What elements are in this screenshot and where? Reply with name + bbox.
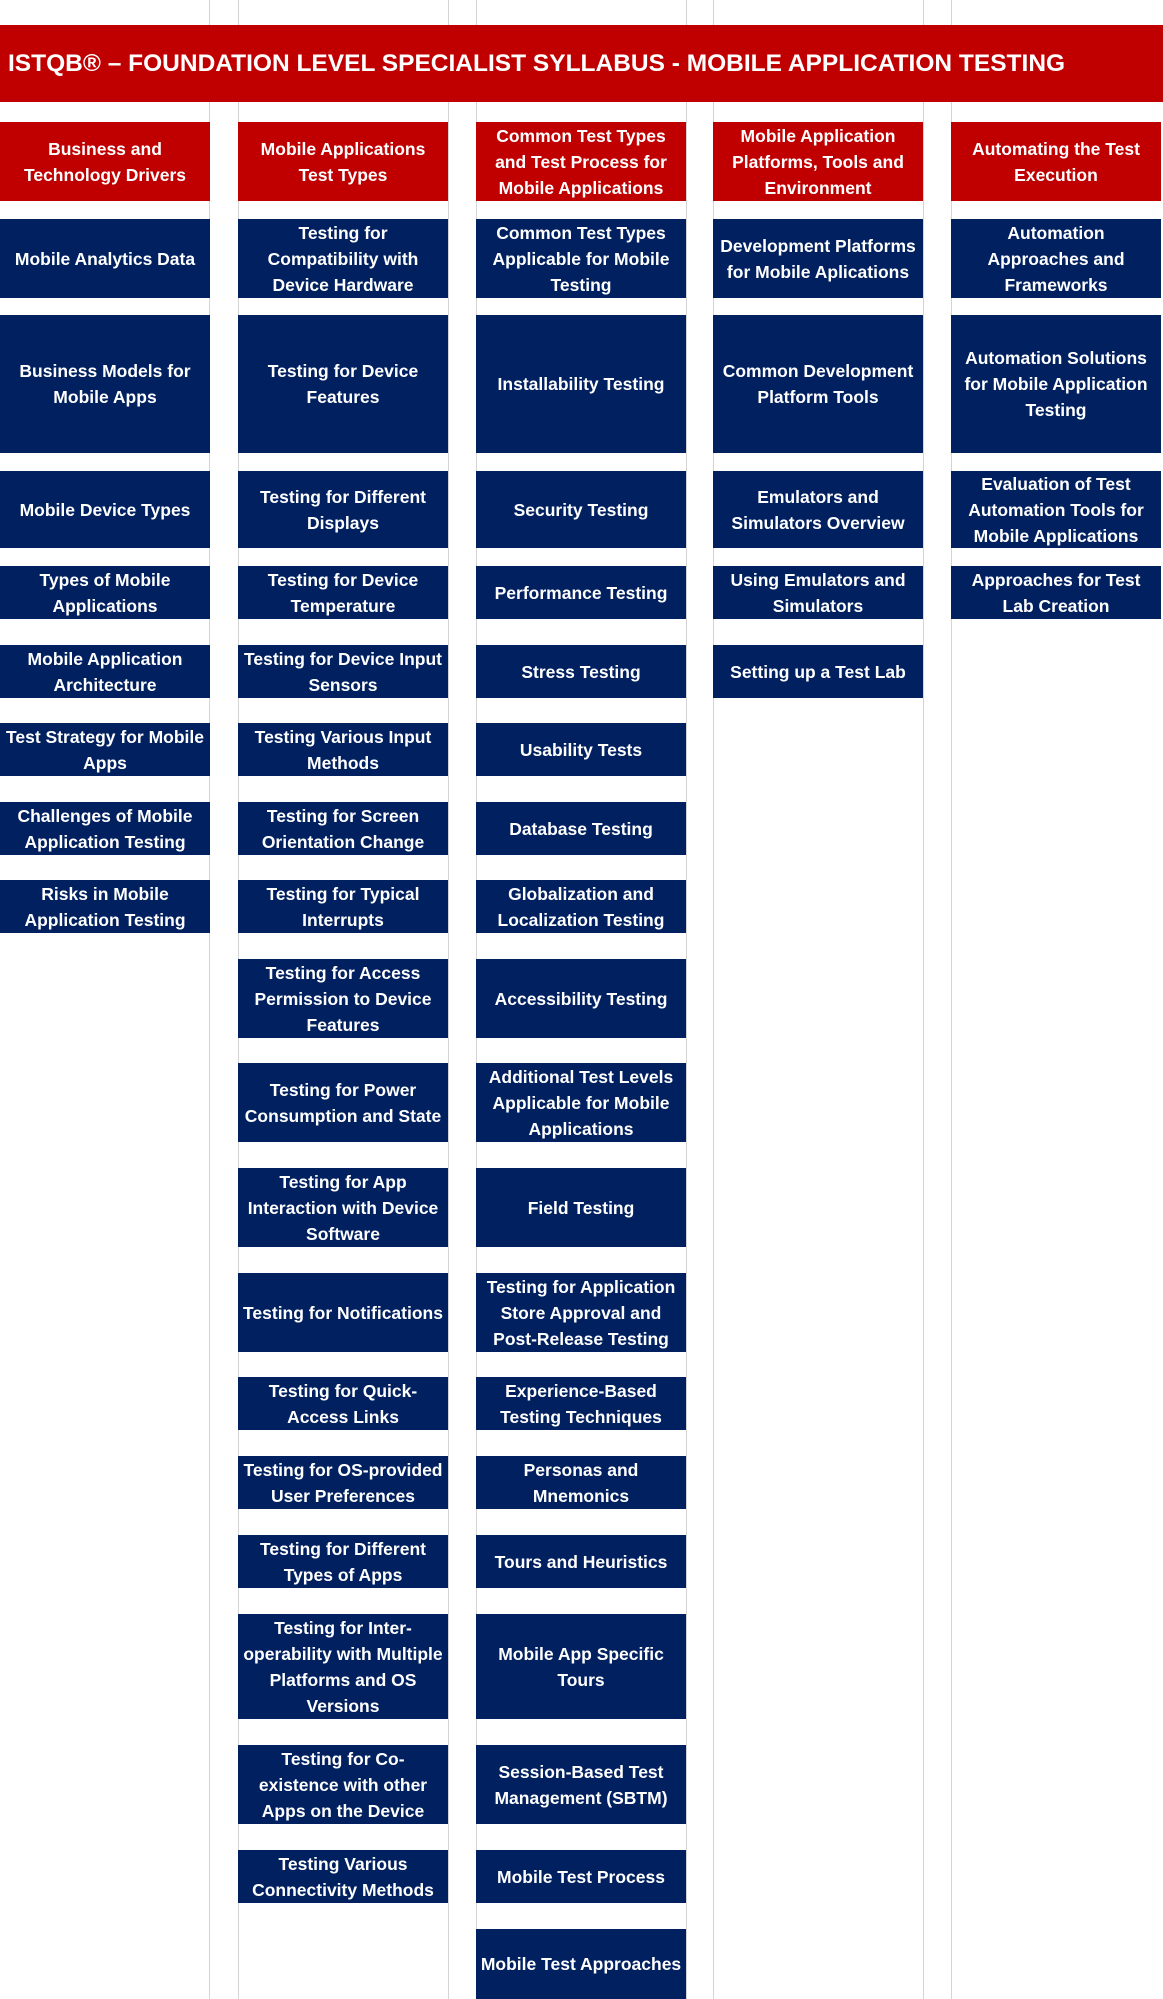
topic-label: Additional Test Levels Applicable for Mobile Applications [488,1066,674,1139]
topic-box [238,880,448,933]
topic-label: Security Testing [513,499,649,520]
topic-label: Mobile Device Types [19,499,191,520]
topic-box [476,566,686,619]
topic-label: Tours and Heuristics [494,1551,668,1572]
topic-box [238,315,448,453]
topic-label: Testing for Device Temperature [267,569,419,616]
topic-box [476,315,686,453]
page-title: ISTQB® – FOUNDATION LEVEL SPECIALIST SYLLABUS - MOBILE APPLICATION TESTING [0,25,1163,102]
topic-box [0,802,210,855]
column-heading [238,122,448,201]
topic-box [476,1850,686,1903]
topic-label: Test Strategy for Mobile Apps [5,726,205,773]
topic-label: Testing for Inter-operability with Multiple Platforms and OS Versions [243,1617,443,1716]
topic-label: Mobile Analytics Data [14,248,196,269]
column-heading-label: Business and Technology Drivers [23,138,187,185]
topic-label: Emulators and Simulators Overview [731,486,905,533]
column-gridline [448,0,449,1999]
topic-label: Mobile Test Approaches [480,1954,682,1974]
topic-box [238,802,448,855]
topic-box [476,723,686,776]
column-gridline [209,0,210,1999]
topic-box [476,1273,686,1352]
topic-box [476,1614,686,1719]
topic-box [238,959,448,1038]
topic-box [476,1745,686,1824]
topic-box [476,1535,686,1588]
topic-box [238,1456,448,1509]
topic-label: Session-Based Test Management (SBTM) [494,1761,668,1808]
topic-box [238,1745,448,1824]
topic-box [238,1273,448,1352]
topic-box [476,219,686,298]
topic-label: Types of Mobile Applications [39,569,171,616]
topic-label: Approaches for Test Lab Creation [971,569,1141,616]
topic-label: Automation Approaches and Frameworks [987,222,1125,295]
topic-label: Database Testing [509,818,653,839]
topic-box [476,1377,686,1430]
topic-label: Experience-Based Testing Techniques [500,1380,662,1427]
topic-label: Accessibility Testing [494,988,668,1009]
topic-label: Testing for Typical Interrupts [266,883,420,930]
topic-label: Testing for Co-existence with other Apps on the Device [258,1748,428,1821]
topic-label: Testing for Compatibility with Device Hardware [267,222,419,295]
column-heading-label: Automating the Test Execution [972,138,1140,185]
topic-label: Testing for Different Types of Apps [260,1538,426,1585]
topic-label: Common Test Types Applicable for Mobile Testing [492,222,670,295]
topic-box [238,1377,448,1430]
topic-box [951,471,1161,548]
topic-label: Personas and Mnemonics [523,1459,639,1506]
topic-label: Evaluation of Test Automation Tools for Mobile Applications [968,473,1144,546]
topic-box [238,1168,448,1247]
topic-label: Performance Testing [494,582,668,603]
topic-label: Common Development Platform Tools [722,361,914,407]
topic-box [0,219,210,298]
topic-label: Testing for App Interaction with Device Software [247,1171,439,1244]
topic-label: Risks in Mobile Application Testing [24,883,186,930]
topic-label: Setting up a Test Lab [730,661,906,682]
column-gridline [951,0,952,1999]
topic-box [238,1850,448,1903]
topic-box [951,315,1161,453]
topic-box [238,566,448,619]
column-gridline [686,0,687,1999]
topic-label: Testing Various Input Methods [254,726,432,773]
topic-box [476,1456,686,1509]
topic-label: Testing Various Connectivity Methods [252,1853,434,1900]
topic-label: Testing for Power Consumption and State [244,1079,442,1126]
topic-label: Testing for Screen Orientation Change [261,805,425,852]
topic-label: Challenges of Mobile Application Testing [17,805,193,852]
topic-box [476,802,686,855]
topic-box [238,219,448,298]
topic-label: Testing for Application Store Approval and Post-Release Testing [486,1276,676,1349]
column-heading-label: Common Test Types and Test Process for Mobile Applications [495,125,667,198]
topic-box [476,471,686,548]
topic-label: Mobile Application Architecture [27,648,183,695]
topic-label: Installability Testing [497,374,665,394]
column-heading-label: Mobile Applications Test Types [260,138,426,185]
topic-box [238,471,448,548]
topic-box [951,219,1161,298]
topic-label: Testing for Device Input Sensors [243,648,443,695]
topic-box [713,566,923,619]
topic-box [476,645,686,698]
topic-box [238,1063,448,1142]
topic-box [713,645,923,698]
topic-label: Development Platforms for Mobile Aplications [720,235,916,282]
topic-label: Using Emulators and Simulators [730,569,906,616]
topic-box [0,471,210,548]
topic-box [713,315,923,453]
topic-box [713,219,923,298]
column-gridline [923,0,924,1999]
topic-label: Testing for Notifications [243,1302,443,1323]
column-heading [0,122,210,201]
topic-box [476,1929,686,1999]
column-heading-label: Mobile Application Platforms, Tools and Environment [732,125,904,198]
topic-label: Mobile Test Process [497,1866,665,1887]
topic-box [0,723,210,776]
column-heading [951,122,1161,201]
topic-label: Stress Testing [521,661,641,682]
topic-box [0,315,210,453]
topic-label: Testing for OS-provided User Preferences [243,1459,443,1506]
topic-box [476,1168,686,1247]
topic-box [0,880,210,933]
topic-label: Testing for Access Permission to Device Features [254,962,432,1035]
topic-box [238,1535,448,1588]
topic-label: Testing for Device Features [267,361,419,407]
topic-box [476,1063,686,1142]
topic-box [951,566,1161,619]
topic-label: Automation Solutions for Mobile Application Testing [964,348,1148,420]
column-gridline [713,0,714,1999]
topic-label: Mobile App Specific Tours [498,1643,664,1690]
topic-label: Globalization and Localization Testing [497,883,665,930]
topic-box [238,723,448,776]
column-heading [713,122,923,201]
topic-label: Usability Tests [519,739,643,760]
topic-box [476,880,686,933]
topic-box [713,471,923,548]
topic-label: Testing for Different Displays [260,486,426,533]
topic-box [0,645,210,698]
topic-label: Testing for Quick-Access Links [268,1380,418,1427]
column-heading [476,122,686,201]
topic-box [0,566,210,619]
topic-label: Business Models for Mobile Apps [19,361,191,407]
topic-box [238,645,448,698]
topic-box [476,959,686,1038]
topic-label: Field Testing [527,1197,635,1218]
topic-box [238,1614,448,1719]
